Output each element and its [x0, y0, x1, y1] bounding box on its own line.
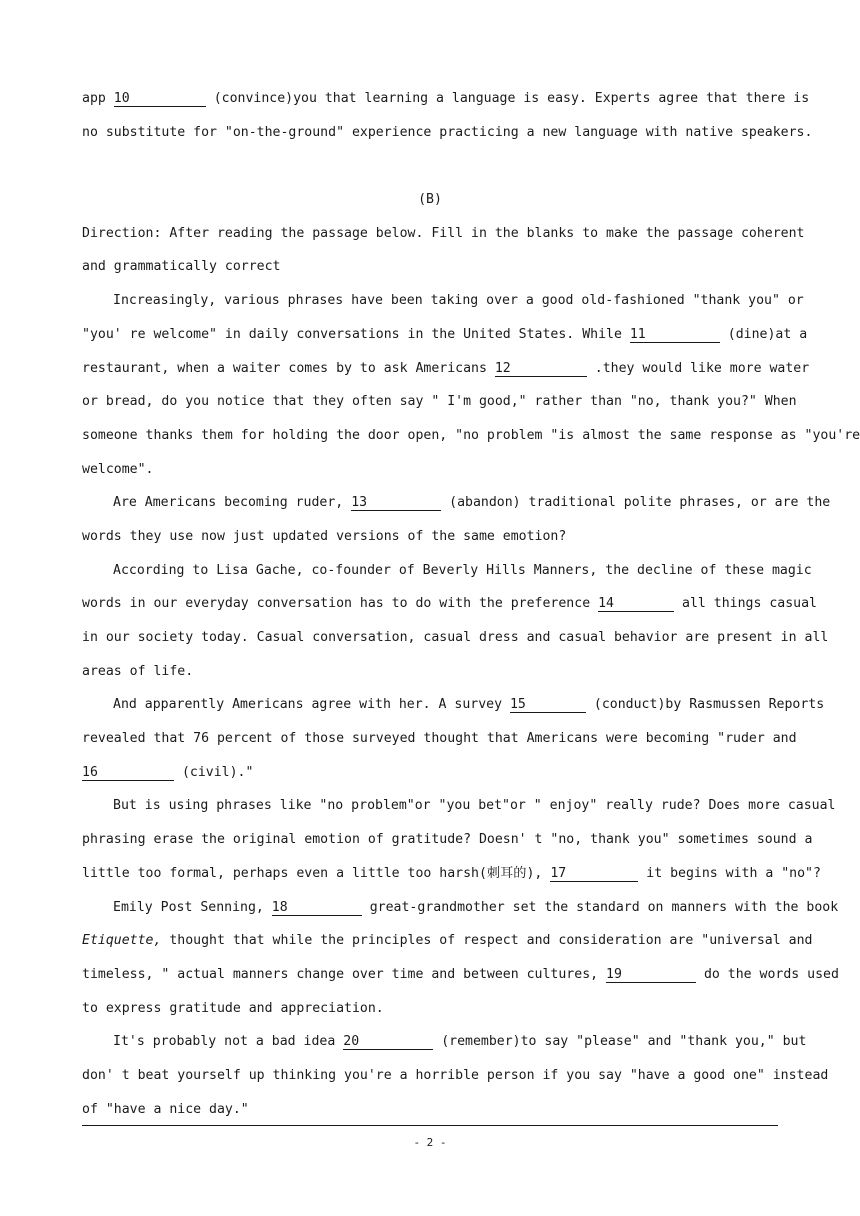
- paragraph-line: Increasingly, various phrases have been taking over a good old-fashioned "thank you" or: [113, 293, 804, 309]
- blank-18[interactable]: 18: [272, 900, 362, 916]
- paragraph-line: phrasing erase the original emotion of gratitude? Doesn' t "no, thank you" sometimes sound a: [82, 832, 813, 848]
- paragraph-line: words in our everyday conversation has to do with the preference 14 all things casual: [82, 596, 817, 612]
- paragraph-line: words they use now just updated versions of the same emotion?: [82, 528, 567, 544]
- blank-17[interactable]: 17: [550, 866, 638, 882]
- book-title: Etiquette,: [82, 933, 162, 949]
- direction-line: Direction: After reading the passage below. Fill in the blanks to make the passage coherent: [82, 225, 805, 241]
- paragraph-line: welcome".: [82, 461, 154, 477]
- paragraph-line: restaurant, when a waiter comes by to ask Americans 12 .they would like more water: [82, 360, 810, 376]
- blank-12[interactable]: 12: [495, 361, 587, 377]
- paragraph-line: someone thanks them for holding the door open, "no problem "is almost the same response as "you're: [82, 427, 860, 443]
- direction-line: and grammatically correct: [82, 259, 281, 275]
- document-page: [82, 82, 860, 1126]
- paragraph-line: 16 (civil).": [82, 764, 254, 780]
- paragraph-line: "you' re welcome" in daily conversations in the United States. While 11 (dine)at a: [82, 326, 808, 342]
- blank-16[interactable]: 16: [82, 765, 174, 781]
- paragraph-line: It's probably not a bad idea 20 (remember)to say "please" and "thank you," but: [113, 1034, 807, 1050]
- blank-10[interactable]: 10: [114, 91, 206, 107]
- paragraph-line: in our society today. Casual conversation, casual dress and casual behavior are present in all: [82, 630, 829, 645]
- text-line: app 10 (convince)you that learning a language is easy. Experts agree that there is: [82, 91, 810, 106]
- footer-divider: [82, 1125, 778, 1126]
- paragraph-line: According to Lisa Gache, co-founder of Beverly Hills Manners, the decline of these magic: [113, 562, 812, 578]
- paragraph-line: or bread, do you notice that they often say " I'm good," rather than "no, thank you?" When: [82, 394, 797, 410]
- paragraph-line: areas of life.: [82, 663, 194, 679]
- text-line: no substitute for "on-the-ground" experience practicing a new language with native speakers.: [82, 124, 813, 140]
- paragraph-line: revealed that 76 percent of those surveyed thought that Americans were becoming "ruder and: [82, 731, 797, 747]
- blank-15[interactable]: 15: [510, 697, 586, 713]
- blank-20[interactable]: 20: [343, 1034, 433, 1050]
- paragraph-line: of "have a nice day.": [82, 1101, 249, 1117]
- paragraph-line: Are Americans becoming ruder, 13 (abandon) traditional polite phrases, or are the: [113, 495, 831, 511]
- section-title: (B): [418, 192, 442, 208]
- paragraph-line: Etiquette, thought that while the principles of respect and consideration are "universal and: [82, 933, 813, 949]
- paragraph-line: to express gratitude and appreciation.: [82, 1000, 384, 1016]
- paragraph-line: And apparently Americans agree with her. A survey 15 (conduct)by Rasmussen Reports: [113, 697, 825, 713]
- blank-19[interactable]: 19: [606, 967, 696, 983]
- blank-11[interactable]: 11: [630, 327, 720, 343]
- paragraph-line: Emily Post Senning, 18 great-grandmother set the standard on manners with the book: [113, 899, 839, 915]
- paragraph-line: don' t beat yourself up thinking you're a horrible person if you say "have a good one" instead: [82, 1067, 829, 1083]
- paragraph-line: little too formal, perhaps even a little too harsh(刺耳的), 17 it begins with a "no"?: [82, 865, 821, 881]
- paragraph-line: But is using phrases like "no problem"or "you bet"or " enjoy" really rude? Does more casual: [113, 798, 836, 814]
- blank-14[interactable]: 14: [598, 596, 674, 612]
- paragraph-line: timeless, " actual manners change over time and between cultures, 19 do the words used: [82, 966, 839, 982]
- page-number: - 2 -: [413, 1136, 447, 1149]
- blank-13[interactable]: 13: [351, 495, 441, 511]
